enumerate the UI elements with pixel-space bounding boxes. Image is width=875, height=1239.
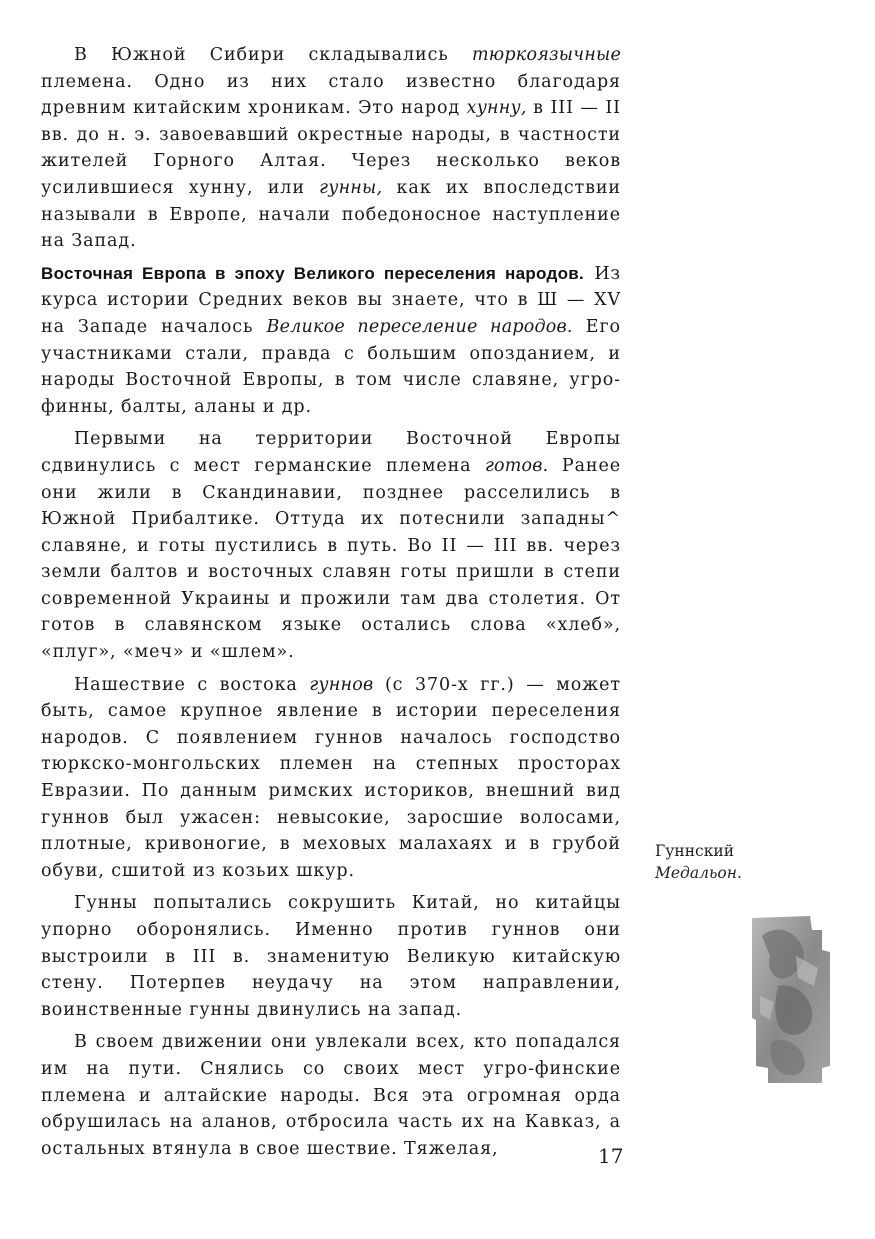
caption-subtitle: Медальон. [655, 864, 742, 882]
italic-term: гуннов [309, 674, 374, 695]
text-run: (с 370-х гг.) — может быть, самое крупное явление в истории переселения народов. С появлением гуннов началось господство тюркско-монгольских племен на степных просторах Евразии. По данным римских историков, внешний вид гуннов был ужасен: невысокие, заросшие волосами, плотные, кривоногие, в меховых малахаях и в грубой обуви, сшитой из козьих шкур. [41, 674, 621, 881]
main-text-column [41, 42, 624, 1168]
italic-term: готов. [484, 455, 549, 476]
page-number: 17 [598, 1144, 624, 1168]
text-run: Его участниками стали, правда с большим опозданием, и народы Восточной Европы, в том числе славяне, угро-финны, балты, аланы и др. [41, 316, 621, 417]
section-heading: Восточная Европа в эпоху Великого переселения народов. [41, 263, 585, 283]
italic-term: гунны, [319, 177, 383, 198]
text-run: как их впоследствии называли в Европе, начали победоносное наступление на Запад. [41, 177, 621, 252]
text-run: в III — II вв. до н. э. завоевавший окрестные народы, в частности жителей Горного Алтая. Через несколько веков усилившиеся хунну, или [41, 98, 621, 198]
text-run: Нашествие с востока [74, 674, 310, 695]
text-run: племена. Одно из них стало известно благодаря древним китайским хроникам. Это народ [41, 71, 621, 119]
text-run: Ранее они жили в Скандинавии, позднее расселились в Южной Прибалтике. Оттуда их потеснили западны^ славяне, и готы пустились в путь. Во II — III вв. через земли балтов и восточных славян готы пришли в степи современной Украины и прожили там два столетия. От готов в славянском языке остались слова «хлеб», «плуг», «меч» и «шлем». [41, 455, 621, 663]
paragraph-goths [41, 426, 621, 665]
figure-caption [655, 840, 785, 884]
paragraph-huns-invasion [41, 672, 621, 885]
text-run: Первыми на территории Восточной Европы сдвинулись с мест германские племена [41, 429, 621, 476]
caption-title: Гуннский [655, 842, 735, 860]
italic-term: хунну, [466, 98, 527, 119]
italic-term: тюркоязычные [472, 45, 621, 65]
paragraph-horde: В своем движении они увлекали всех, кто попадался им на пути. Снялись со своих мест угро-финские племена и алтайские народы. Вся эта огромная орда обрушилась на аланов, отбросила часть их на Кавказ, а остальных втянула в свое шествие. Тяжелая, [41, 1032, 621, 1159]
text-run: В Южной Сибири складывались [74, 45, 472, 65]
paragraph-great-wall: Гунны попытались сокрушить Китай, но китайцы упорно оборонялись. Именно против гуннов они выстроили в III в. знаменитую Великую китайскую стену. Потерпев неудачу на этом направлении, воинственные гунны двинулись на запад. [41, 893, 621, 1020]
italic-term: Великое переселение народов. [266, 316, 573, 337]
hunnic-medallion-image [752, 916, 830, 1083]
paragraph-southern-siberia [41, 42, 621, 255]
text-run: Из курса истории Средних веков вы знаете, что в Ш — XV на Западе началось [41, 263, 621, 337]
paragraph-migration-period [41, 261, 621, 421]
